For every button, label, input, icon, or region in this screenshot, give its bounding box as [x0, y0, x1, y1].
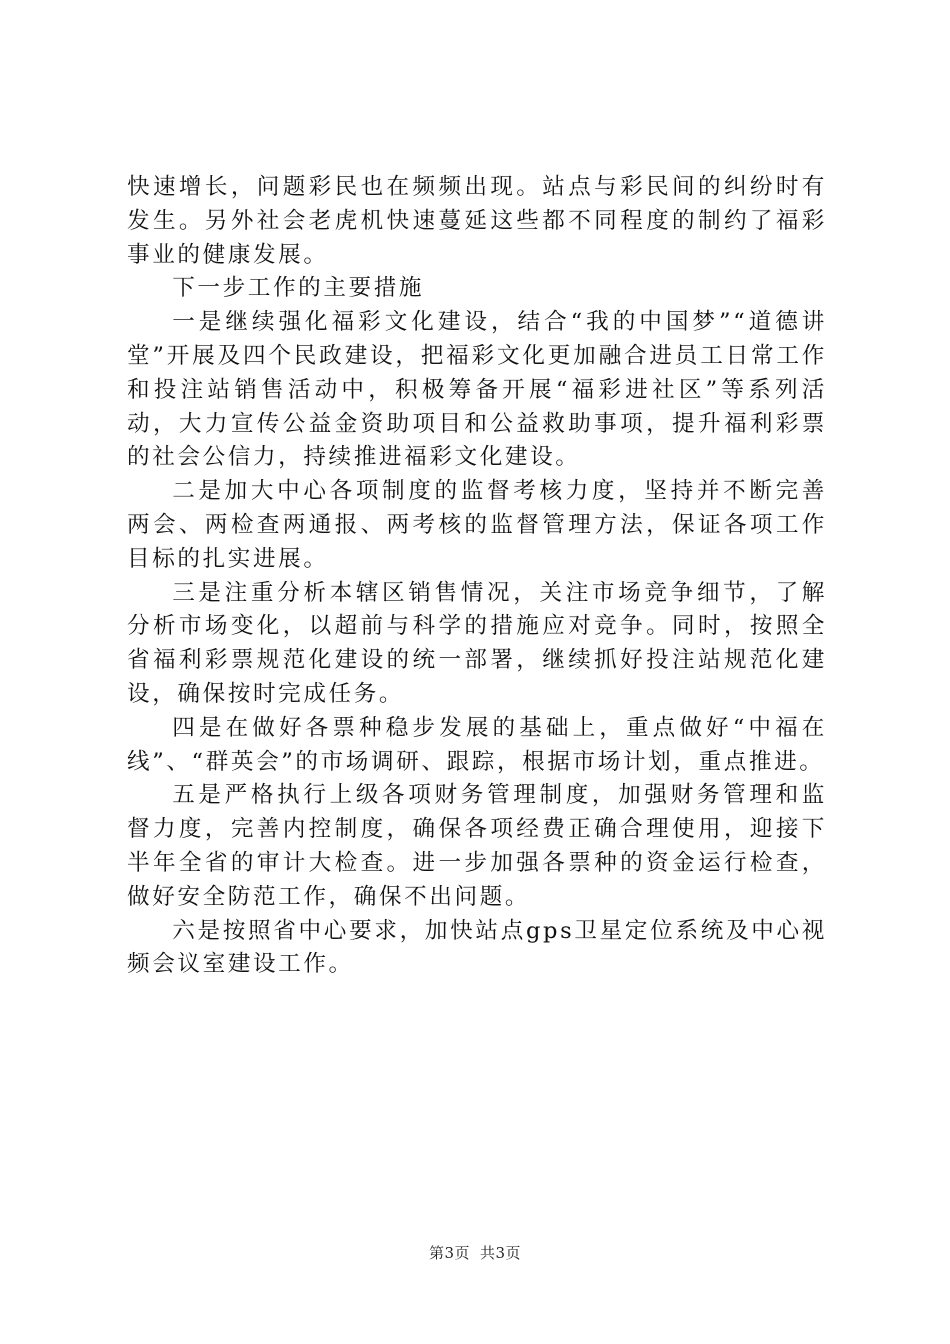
- section-heading: 下一步工作的主要措施: [172, 275, 425, 302]
- page-number: 第3页: [428, 1244, 470, 1262]
- paragraph-measure-1: 一是继续强化福彩文化建设，结合“我的中国梦”“道德讲堂”开展及四个民政建设，把福彩文化更加融合进员工日常工作和投注站销售活动中，积极筹备开展“福彩进社区”等系列活动，大力宣传公益金资助项目和公益救助事项，提升福利彩票的社会公信力，持续推进福彩文化建设。: [127, 309, 827, 471]
- paragraph-measure-6: 六是按照省中心要求，加快站点gps卫星定位系统及中心视频会议室建设工作。: [127, 917, 827, 978]
- document-body: [127, 171, 827, 982]
- paragraph-measure-3: 三是注重分析本辖区销售情况，关注市场竞争细节，了解分析市场变化，以超前与科学的措施应对竞争。同时，按照全省福利彩票规范化建设的统一部署，继续抓好投注站规范化建设，确保按时完成任务。: [127, 579, 827, 707]
- paragraph-measure-4: 四是在做好各票种稳步发展的基础上，重点做好“中福在线”、“群英会”的市场调研、跟踪，根据市场计划，重点推进。: [127, 714, 827, 775]
- page-total: 共3页: [480, 1244, 522, 1262]
- paragraph-continuation: 快速增长，问题彩民也在频频出现。站点与彩民间的纠纷时有发生。另外社会老虎机快速蔓延这些都不同程度的制约了福彩事业的健康发展。: [127, 174, 827, 268]
- paragraph-measure-2: 二是加大中心各项制度的监督考核力度，坚持并不断完善两会、两检查两通报、两考核的监督管理方法，保证各项工作目标的扎实进展。: [127, 478, 827, 572]
- page-footer: [0, 1243, 950, 1263]
- paragraph-measure-5: 五是严格执行上级各项财务管理制度，加强财务管理和监督力度，完善内控制度，确保各项经费正确合理使用，迎接下半年全省的审计大检查。进一步加强各票种的资金运行检查，做好安全防范工作，确保不出问题。: [127, 782, 827, 910]
